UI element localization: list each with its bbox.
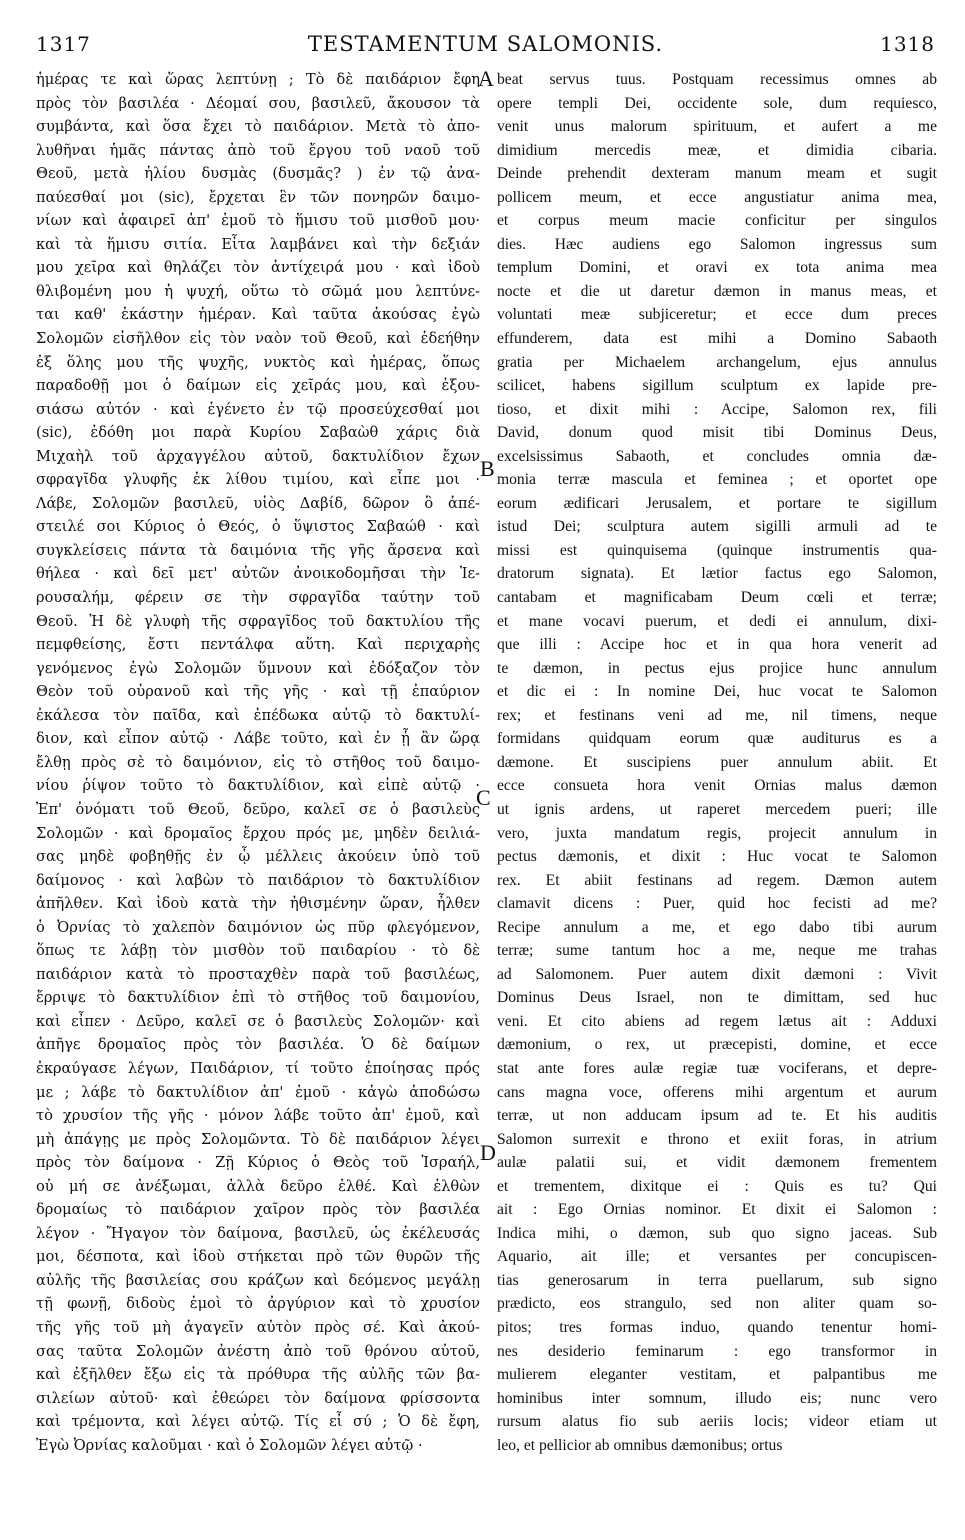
text-line: νίων καὶ ἀφαιρεῖ ἀπ' ἐμοῦ τὸ ἥμισυ τοῦ μισθοῦ μου· [36,212,480,230]
text-line: ἡμέρας τε καὶ ὥρας λεπτύνῃ ; Τὸ δὲ παιδάριον ἔφη [36,71,480,88]
text-line: (sic), ἐδόθη μοι παρὰ Κυρίου Σαβαὼθ χάρις διὰ [36,424,480,442]
page-header [36,32,935,62]
text-line: rex. Et abiit festinans ad regem. Dæmon autem [497,871,937,889]
text-line: Μιχαὴλ τοῦ ἀρχαγγέλου αὐτοῦ, δακτυλίδιον ἔχων [36,447,480,465]
text-line: παύεσθαί μοι (sic), ἔρχεται ἓν τῶν πονηρῶν δαιμο- [36,188,480,206]
text-line: ὅπως τε λάβῃ τὸν μισθὸν τοῦ παιδαρίου · τὸ δὲ [36,942,480,960]
text-line: tias generosarum in terra puellarum, sub signo [497,1271,937,1289]
text-line: ecce consueta hora venit Ornias malus dæmon [497,777,937,795]
text-line: ρουσαλήμ, φέρειν σε τὴν σφραγῖδα ταύτην τοῦ [36,589,480,607]
text-line: tioso, et dixit mihi : Accipe, Salomon rex, fili [497,400,937,418]
text-line: πρὸς τὸν δαίμονα · Ζῇ Κύριος ὁ Θεὸς τοῦ Ἰσραήλ, [36,1154,480,1172]
text-line: beat servus tuus. Postquam recessimus omnes ab [497,71,937,88]
text-line: τῆς γῆς τοῦ μὴ ἀγαγεῖν αὐτὸν πρὸς σέ. Καὶ ἀκού- [36,1318,480,1336]
text-line: istud Dei; sculptura autem sigilli armuli ad te [497,518,937,536]
text-line: ait : Ego Ornias nominor. Et dixit ei Salomon : [497,1201,937,1219]
text-line: hominibus inter somnum, illudo eis; nunc vero [497,1389,937,1407]
text-line: nocte et die ut daretur dæmon in manus meas, et [497,282,937,300]
text-line: dimidium mercedis meæ, et dimidia cibaria. [497,141,937,159]
text-line: monia terræ mascula et feminea ; et oportet ope [497,471,937,489]
text-line: Aquario, ait ille; et versantes per concupiscen- [497,1248,937,1266]
text-line: cans magna voce, offerens mihi argentum et aurum [497,1083,937,1101]
margin-marker-c: C [476,785,491,810]
text-line: mulierem eleganter vestitam, et palpantibus me [497,1366,937,1384]
text-line: σας μηδὲ φοβηθῇς ἐν ᾧ μέλλεις ἀκούειν ὑπὸ τοῦ [36,848,480,866]
text-line: et corpus meum macie conficitur per singulos [497,212,937,230]
text-line: Dominus Deus Israel, non te dimittam, sed huc [497,989,937,1007]
text-line: te dæmon, in pectus ejus projice hunc annulum [497,659,937,677]
text-line: παραδοθῇ μοι ὁ δαίμων εἰς χεῖράς μου, καὶ ἐξου- [36,377,480,395]
text-line: et trementem, dixitque ei : Quis es tu? Qui [497,1177,937,1195]
text-line: eorum ædificari Jerusalem, et portare te sigillum [497,494,937,512]
text-line: terræ; sume tantum hoc a me, neque me trahas [497,942,937,960]
margin-marker-d: D [480,1140,496,1165]
text-line: effunderem, data est mihi a Domino Sabaoth [497,330,937,348]
text-line: Indica mihi, o dæmon, sub quo signo jaceas. Sub [497,1224,937,1242]
text-line: et mane vocavi puerum, et dedi ei annulum, dixi- [497,612,937,630]
text-line: Deinde prehendit dexteram manum meam et sugit [497,165,937,183]
text-line: formidans quidquam eorum quæ auditurus es a [497,730,937,748]
text-line: Θεὸν τοῦ οὐρανοῦ καὶ τῆς γῆς · καὶ τῇ ἐπαύριον [36,683,480,701]
text-line: ἔλθῃ πρὸς σὲ τὸ δαιμόνιον, εἰς τὸ στῆθος τοῦ δαιμο- [36,753,480,771]
text-line: συμβάντα, καὶ ὅσα ἔχει τὸ παιδάριον. Μετὰ τὸ ἀπο- [36,118,480,136]
text-line: excelsissimus Sabaoth, et concludes omnia dæ- [497,447,937,465]
text-line: pitos; tres formas induo, quando tenentur homi- [497,1318,937,1336]
text-line: Θεοῦ. Ἡ δὲ γλυφὴ τῆς σφραγῖδος τοῦ δακτυλίου τῆς [36,612,480,630]
text-line: pollicem meum, et ecce angustiatur anima mea, [497,188,937,206]
text-line: σας ταῦτα Σολομῶν ἀνέστη ἀπὸ τοῦ θρόνου αὐτοῦ, [36,1342,480,1360]
text-line: rursum alatus fio sub aeriis locis; videor etiam ut [497,1413,937,1431]
text-line: μὴ ἀπάγῃς με πρὸς Σολομῶντα. Τὸ δὲ παιδάριον λέγει [36,1130,480,1148]
text-line: καὶ τὰ ἥμισυ σιτία. Εἶτα λαμβάνει καὶ τὴν δεξιάν [36,235,480,253]
text-line: συγκλείσεις πάντα τὰ δαιμόνια τῆς γῆς ἄρσενα καὶ [36,541,480,559]
text-line: Ἐγὼ Ὀρνίας καλοῦμαι · καὶ ὁ Σολομῶν λέγει αὐτῷ · [36,1436,423,1454]
page-number-right: 1318 [880,32,935,56]
text-line: voluntati meæ subjiceretur; et ecce dum preces [497,306,937,324]
text-line: nes desiderio feminarum : ego transformor in [497,1342,937,1360]
text-line: templum Domini, et oravi ex tota anima mea [497,259,937,277]
text-line: et dic ei : In nomine Dei, huc vocat te Salomon [497,683,937,701]
text-line: que illi : Accipe hoc et in qua hora venerit ad [497,636,937,654]
text-line: ἀπῆγε δρομαῖος πρὸς τὸν βασιλέα. Ὁ δὲ δαίμων [36,1036,480,1054]
text-line: ἐκάλεσα τὸν παῖδα, καὶ ἐπέδωκα αὐτῷ τὸ δακτυλί- [36,706,480,724]
text-line: opere templi Dei, occidente sole, dum requiesco, [497,94,937,112]
text-line: πεμφθείσης, ἔστι πεντάλφα αὕτη. Καὶ περιχαρὴς [36,636,480,654]
text-line: θήλεα · καὶ δεῖ μετ' αὐτῶν ἀνοικοδομῆσαι τὴν Ἱε- [36,565,480,583]
text-line: dæmonium, o rex, ut præcepisti, domine, et ecce [497,1036,937,1054]
text-line: ται καθ' ἑκάστην ἡμέραν. Καὶ ταῦτα ἀκούσας ἐγὼ [36,306,480,324]
text-line: ἐξ ὅλης μου τῆς ψυχῆς, νυκτὸς καὶ ἡμέρας, ὅπως [36,353,480,371]
text-line: θλιβομένη μου ἡ ψυχή, οὕτω τὸ σῶμά μου λεπτύνε- [36,282,480,300]
text-line: missi est quinquisema (quinque instrumentis qua- [497,541,937,559]
text-line: καὶ εἶπεν · Δεῦρο, καλεῖ σε ὁ βασιλεὺς Σολομῶν· καὶ [36,1012,480,1030]
text-line: Σολομῶν · καὶ δρομαῖος ἔρχου πρός με, μηδὲν δειλιά- [36,824,480,842]
text-line: πρὸς τὸν βασιλέα · Δέομαί σου, βασιλεῦ, ἄκουσον τὰ [36,94,480,112]
text-line: παιδάριον κατὰ τὸ προσταχθὲν παρὰ τοῦ βασιλέως, [36,965,480,983]
text-line: σφραγῖδα γλυφῆς ἐκ λίθου τιμίου, καὶ εἶπε μοι · [36,471,480,489]
text-line: ut ignis ardens, ut raperet mercedem pueri; ille [497,800,937,818]
text-line: vero, juxta mandatum regis, projecit annulum in [497,824,937,842]
text-line: ὁ Ὀρνίας τὸ χαλεπὸν δαιμόνιον ὡς πῦρ φλεγόμενον, [36,918,480,936]
text-line: ἔρριψε τὸ δακτυλίδιον ἐπὶ τὸ στῆθος τοῦ δαιμονίου, [36,989,480,1007]
text-line: νίου ῥίψον τοῦτο τὸ δακτυλίδιον, καὶ εἰπὲ αὐτῷ · [36,777,480,795]
latin-column [497,68,937,1457]
text-line: venit unus malorum spirituum, et aufert a me [497,118,937,136]
margin-marker-a: A [478,66,494,91]
text-line: stat ante fores aulæ regiæ tuæ vociferans, et depre- [497,1059,937,1077]
text-line: pectus dæmonis, et dixit : Huc vocat te Salomon [497,848,937,866]
text-line: clamavit dicens : Puer, quid hoc fecisti ad me? [497,895,937,913]
text-line: διον, καὶ εἶπον αὐτῷ · Λάβε τοῦτο, καὶ ἐν ᾗ ἂν ὥρᾳ [36,730,480,748]
text-line: rex; et festinans veni ad me, nil timens, neque [497,706,937,724]
text-line: Ἐπ' ὀνόματι τοῦ Θεοῦ, δεῦρο, καλεῖ σε ὁ βασιλεὺς [36,800,480,818]
text-line: cantabam et magnificabam Deum cœli et terræ; [497,589,937,607]
text-line: Salomon surrexit e throno et exiit foras, in atrium [497,1130,937,1148]
text-line: Λάβε, Σολομῶν βασιλεῦ, υἱὸς Δαβίδ, δῶρον ὃ ἀπέ- [36,494,480,512]
margin-marker-b: B [480,456,495,481]
text-line: dæmone. Et suscipiens puer annulum abiit. Et [497,753,937,771]
text-line: οὐ μή σε ἀνέξωμαι, ἀλλὰ δεῦρο ἐλθέ. Καὶ ἐλθὼν [36,1177,480,1195]
text-line: ad Salomonem. Puer autem dixit dæmoni : Vivit [497,965,937,983]
text-line: Θεοῦ, μετὰ ἡλίου δυσμὰς (δυσμᾶς? ) ἐν τῷ ἀνα- [36,165,480,183]
text-line: aulæ palatii sui, et vidit dæmonem frementem [497,1154,937,1172]
text-line: scilicet, habens sigillum sculptum ex lapide pre- [497,377,937,395]
text-line: dies. Hæc audiens ego Salomon ingressus sum [497,235,937,253]
text-line: terræ, ut non adducam ipsum ad te. Et his auditis [497,1107,937,1125]
text-line: prædicto, eos strangulo, sed non aliter quam so- [497,1295,937,1313]
text-line: μου χεῖρα καὶ θηλάζει τὸν ἀντίχειρά μου · καὶ ἰδοὺ [36,259,480,277]
text-line: leo, et pellicior ab omnibus dæmonibus; ortus [497,1436,783,1454]
text-line: καὶ ἐξῆλθεν ἔξω εἰς τὰ πρόθυρα τῆς αὐλῆς τῶν βα- [36,1366,480,1384]
text-line: αὐλῆς τῆς βασιλείας σου κράζων καὶ δεόμενος μεγάλῃ [36,1271,480,1289]
text-line: δρομαίως τὸ παιδάριον χαῖρον πρὸς τὸν βασιλέα [36,1201,480,1219]
text-line: σιάσω αὐτόν · καὶ ἐγένετο ἐν τῷ προσεύχεσθαί μοι [36,400,480,418]
text-line: με ; λάβε τὸ δακτυλίδιον ἀπ' ἐμοῦ · κἀγὼ ἀποδώσω [36,1083,480,1101]
text-line: γενόμενος ἐγὼ Σολομῶν ὕμνουν καὶ ἐδόξαζον τὸν [36,659,480,677]
text-line: στειλέ σοι Κύριος ὁ Θεός, ὁ ὕψιστος Σαβαώθ · καὶ [36,518,480,536]
text-line: λέγον · Ἤγαγον τὸν δαίμονα, βασιλεῦ, ὡς ἐκέλευσάς [36,1224,480,1242]
text-line: Σολομῶν εἰσῆλθον εἰς τὸν ναὸν τοῦ Θεοῦ, καὶ ἐδεήθην [36,330,480,348]
text-line: dratorum signata). Et lætior factus ego Salomon, [497,565,937,583]
text-line: David, donum quod misit tibi Dominus Deus, [497,424,937,442]
page-number-left: 1317 [36,32,91,56]
text-line: λυθῆναι ἡμᾶς πάντας ἀπὸ τοῦ ἔργου τοῦ ναοῦ τοῦ [36,141,480,159]
text-line: μοι, δέσποτα, καὶ ἰδοὺ στήκεται πρὸ τῶν θυρῶν τῆς [36,1248,480,1266]
greek-column [36,68,480,1457]
text-line: ἀπῆλθεν. Καὶ ἰδοὺ κατὰ τὴν ἠθισμένην ὥραν, ἦλθεν [36,895,480,913]
text-line: ἐκραύγασε λέγων, Παιδάριον, τί τοῦτο ἐποίησας πρός [36,1059,480,1077]
text-line: καὶ τρέμοντα, καὶ λέγει αὐτῷ. Τίς εἶ σύ ; Ὁ δὲ ἔφη, [36,1413,480,1431]
text-line: τὸ χρυσίον τῆς γῆς · μόνον λάβε τοῦτο ἀπ' ἐμοῦ, καὶ [36,1107,480,1125]
text-line: veni. Et cito abiens ad regem lætus ait : Adduxi [497,1012,937,1030]
running-title: TESTAMENTUM SALOMONIS. [307,32,664,56]
text-line: δαίμονος · καὶ λαβὼν τὸ παιδάριον τὸ δακτυλίδιον [36,871,480,889]
text-line: gratia per Michaelem archangelum, ejus annulus [497,353,937,371]
text-line: σιλείων αὐτοῦ· καὶ ἐθεώρει τὸν δαίμονα φρίσσοντα [36,1389,480,1407]
text-line: τῇ φωνῇ, διδοὺς ἐμοὶ τὸ ἀργύριον καὶ τὸ χρυσίον [36,1295,480,1313]
text-line: Recipe annulum a me, et ego dabo tibi aurum [497,918,937,936]
